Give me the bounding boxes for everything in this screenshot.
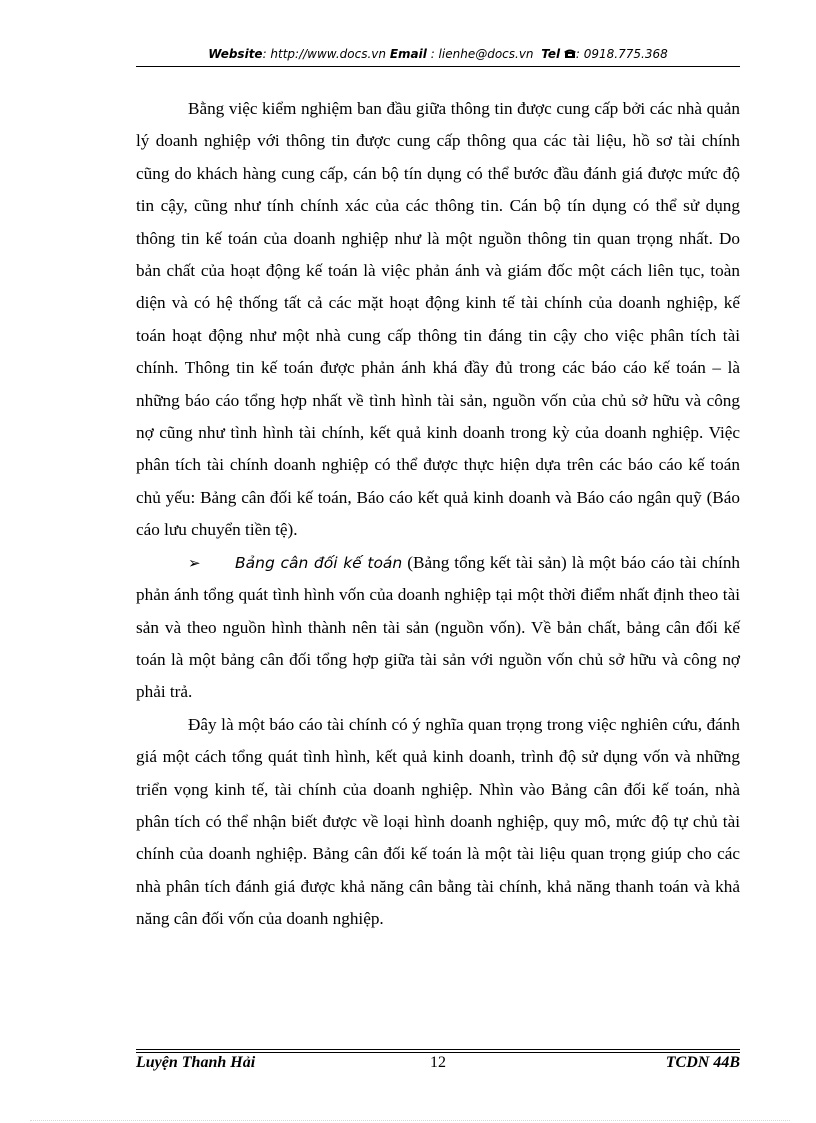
website-value: : http://www.docs.vn [262, 47, 387, 61]
page-number: 12 [430, 1054, 446, 1071]
bullet-title: Bảng cân đối kế toán [235, 553, 403, 572]
page-footer [136, 1054, 740, 1078]
page-edge-divider [30, 1120, 790, 1121]
email-value: : lienhe@docs.vn [430, 47, 534, 61]
tel-value: : 0918.775.368 [575, 47, 668, 61]
bullet-text: (Bảng tổng kết tài sản) là một báo cáo tài chính phản ánh tổng quát tình hình vốn của doanh nghiệp tại một thời điểm nhất định theo tài sản và theo nguồn hình thành nên tài sản (nguồn vốn). Về bản chất, bảng cân đối kế toán là một bảng cân đối tổng hợp giữa tài sản với nguồn vốn chủ sở hữu và công nợ phải trả. [136, 552, 741, 702]
email-label: Email [389, 47, 427, 61]
website-label: Website [208, 47, 263, 61]
tel-label: Tel [541, 47, 561, 61]
page-header [136, 47, 740, 61]
paragraph-3: Đây là một báo cáo tài chính có ý nghĩa quan trọng trong việc nghiên cứu, đánh giá một cách tổng quát tình hình, kết quả kinh doanh, trình độ sử dụng vốn và những triển vọng kinh tế, tài chính của doanh nghiệp. Nhìn vào Bảng cân đối kế toán, nhà phân tích có thể nhận biết được về loại hình doanh nghiệp, quy mô, mức độ tự chủ tài chính của doanh nghiệp. Bảng cân đối kế toán là một tài liệu quan trọng giúp cho các nhà phân tích đánh giá được khả năng cân bằng tài chính, khả năng thanh toán và khả năng cân đối vốn của doanh nghiệp. [136, 714, 740, 929]
paragraph-1: Bằng việc kiểm nghiệm ban đầu giữa thông tin được cung cấp bởi các nhà quản lý doanh nghiệp với thông tin được cung cấp thông qua các tài liệu, hồ sơ tài chính cũng do khách hàng cung cấp, cán bộ tín dụng có thể bước đầu đánh giá được mức độ tin cậy, cũng như tính chính xác của các thông tin. Cán bộ tín dụng có thể sử dụng thông tin kế toán của doanh nghiệp như là một nguồn thông tin quan trọng nhất. Do bản chất của hoạt động kế toán là việc phản ánh và giám đốc một cách liên tục, toàn diện và có hệ thống tất cả các mặt hoạt động kinh tế tài chính của doanh nghiệp, kế toán hoạt động như một nhà cung cấp thông tin đáng tin cậy cho việc phân tích tài chính. Thông tin kế toán được phản ánh khá đầy đủ trong các báo cáo kế toán – là những báo cáo tổng hợp nhất về tình hình tài sản, nguồn vốn của chủ sở hữu và công nợ cũng như tình hình tài chính, kết quả kinh doanh trong kỳ của doanh nghiệp. Việc phân tích tài chính doanh nghiệp có thể được thực hiện dựa trên các báo cáo kế toán chủ yếu: Bảng cân đối kế toán, Báo cáo kết quả kinh doanh và Báo cáo ngân quỹ (Báo cáo lưu chuyển tiền tệ). [136, 99, 740, 540]
bullet-paragraph [136, 547, 740, 709]
arrow-bullet-icon: ➢ [188, 553, 201, 572]
footer-divider-bottom [136, 1052, 740, 1053]
footer-divider-top [136, 1049, 740, 1050]
phone-icon [564, 47, 576, 61]
footer-class-code: TCDN 44B [665, 1054, 740, 1071]
footer-author: Luyện Thanh Hải [136, 1054, 256, 1071]
header-divider [136, 66, 740, 67]
document-body [136, 93, 740, 936]
